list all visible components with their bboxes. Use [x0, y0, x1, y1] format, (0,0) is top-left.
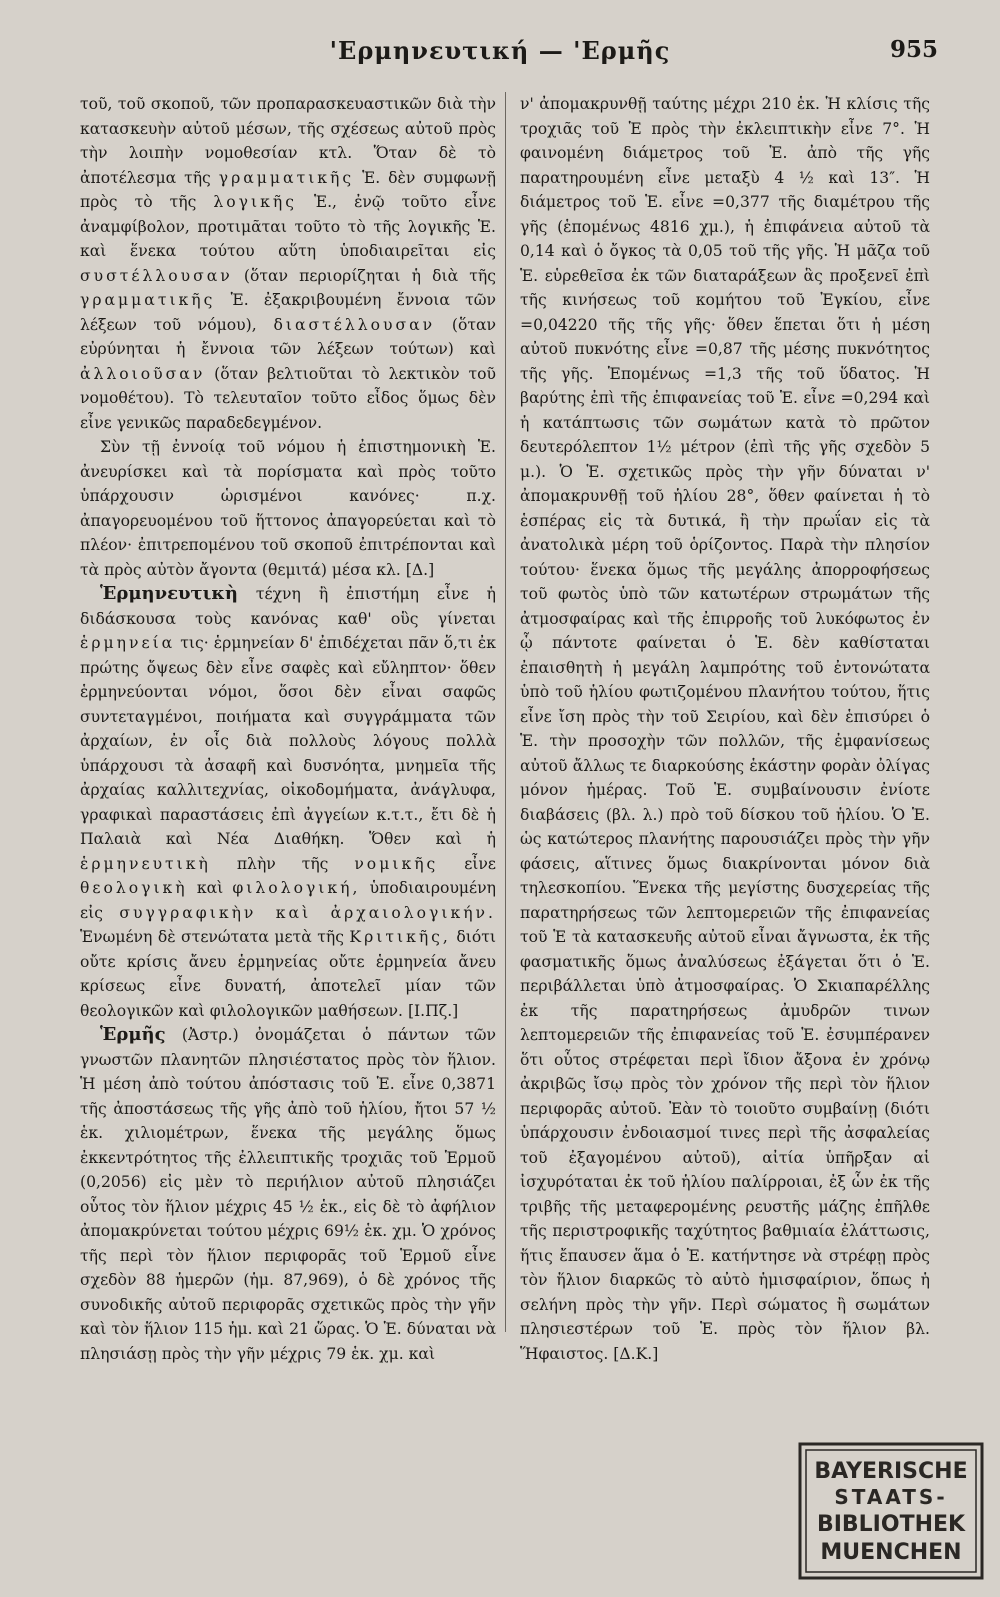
text-run: διότι οὔτε κρίσις ἄνευ ἑρμηνείας οὔτε ἑρμηνεία ἄνευ κρίσεως εἶνε δυνατή, ἀποτελεῖ μίαν τῶν θεολογικῶν καὶ φιλολογικῶν μαθήσεων. [Ι.Πζ.] — [80, 928, 496, 1020]
spaced-term: ἀλλοιοῦσαν — [80, 364, 206, 383]
text-run: τις· ἑρμηνείαν δ' ἐπιδέχεται πᾶν ὅ,τι ἐκ πρώτης ὄψεως δὲν εἶνε σαφὲς καὶ εὔληπτον· ὅθεν ἑρμηνεύονται νόμοι, ὅσοι δὲν εἶναι σαφῶς συντεταγμένοι, ποιήματα καὶ συγγράμματα τῶν ἀρχαίων, ἐν οἷς διὰ πολλοὺς λόγους πολλὰ ὑπάρχουσι τὰ ἀσαφῆ καὶ δυσνόητα, μνημεῖα τῆς ἀρχαίας καλλιτεχνίας, οἰκοδομήματα, ἀνάγλυφα, γραφικαὶ παραστάσεις ἐπὶ ἀγγείων κ.τ.τ., ἔτι δὲ ἡ Παλαιὰ καὶ Νέα Διαθήκη. Ὅθεν καὶ ἡ — [80, 634, 496, 848]
spaced-term: ἑρμηνεία — [80, 634, 176, 652]
column-divider — [505, 92, 506, 1332]
page-header — [60, 36, 940, 76]
stamp-line-3: BIBLIOTHEK — [816, 1512, 966, 1537]
right-column — [520, 92, 930, 1366]
spaced-term: συγγραφικὴν καὶ ἀρχαιολογικήν. — [119, 903, 496, 922]
stamp-line-1: BAYERISCHE — [814, 1459, 968, 1484]
spaced-term: γραμματικῆς — [218, 168, 355, 187]
spaced-term: λογικῆς — [213, 193, 297, 211]
text-run: Ἑ. ἐξακριβουμένη ἔννοια τῶν λέξεων τοῦ νόμου), — [80, 291, 496, 334]
text-run: (ὅταν βελτιοῦται τὸ λεκτικὸν τοῦ νομοθέτου). Τὸ τελευταῖον τοῦτο εἶδος ὅμως δὲν εἶνε γενικῶς παραδεδεγμένον. — [80, 364, 496, 432]
paragraph: Σὺν τῇ ἐννοίᾳ τοῦ νόμου ἡ ἐπιστημονικὴ Ἑ. ἀνευρίσκει καὶ τὰ πορίσματα καὶ πρὸς τοῦτο ὑπάρχουσιν ὡρισμένοι κανόνες· π.χ. ἀπαγορευομένου τοῦ ἥττονος ἀπαγορεύεται καὶ τὸ πλέον· ἐπιτρεπομένου τοῦ σκοποῦ ἐπιτρέπονται καὶ τὰ πρὸς αὐτὸν ἄγοντα (θεμιτά) μέσα κλ. [Δ.] — [80, 438, 496, 579]
spaced-term: Κριτικῆς, — [349, 928, 451, 946]
entry-ermineftiki — [80, 582, 496, 1023]
paragraph: ν' ἀπομακρυνθῇ ταύτης μέχρι 210 ἑκ. Ἡ κλίσις τῆς τροχιᾶς τοῦ Ἑ πρὸς τὴν ἐκλειπτικὴν εἶνε 7°. Ἡ φαινομένη διάμετρος τοῦ Ἑ. ἀπὸ τῆς γῆς παρατηρουμένη εἶνε μεταξὺ 4 ½ καὶ 13″. Ἡ διάμετρος τοῦ Ἑ. εἶνε =0,377 τῆς διαμέτρου τῆς γῆς (ἑπομένως 4816 χμ.), ἡ ἐπιφάνεια αὐτοῦ τὰ 0,14 καὶ ὁ ὄγκος τὰ 0,05 τοῦ τῆς γῆς. Ἡ μᾶζα τοῦ Ἑ. εὑρεθεῖσα ἐκ τῶν διαταράξεων ἃς προξενεῖ ἐπὶ τῆς κινήσεως τοῦ κομήτου τοῦ Ἐγκίου, εἶνε =0,04220 τῆς τῆς γῆς· ὅθεν ἕπεται ὅτι ἡ μέση αὐτοῦ πυκνότης εἶνε =0,87 τῆς μέσης πυκνότητος τῆς γῆς. Ἑπομένως =1,3 τῆς τοῦ ὕδατος. Ἡ βαρύτης ἐπὶ τῆς ἐπιφανείας τοῦ Ἑ. εἶνε =0,294 καὶ ἡ κατάπτωσις τῶν σωμάτων κατὰ τὸ πρῶτον δευτερόλεπτον 1½ μέτρον (ἐπὶ τῆς γῆς σχεδὸν 5 μ.). Ὁ Ἑ. σχετικῶς πρὸς τὴν γῆν δύναται ν' ἀπομακρυνθῇ τοῦ ἡλίου 28°, ὅθεν φαίνεται ἡ τὸ ἑσπέρας εἰς τὰ δυτικά, ἢ τὴν πρωΐαν εἰς τὰ ἀνατολικὰ μέρη τοῦ ὁρίζοντος. Παρὰ τὴν πλησίον τούτου· ἕνεκα ὅμως τῆς μεγάλης ἀπορροφήσεως τοῦ φωτὸς ὑπὸ τῶν κατωτέρων στρωμάτων τῆς ἀτμοσφαίρας καὶ τῆς ἐπιρροῆς τοῦ λυκόφωτος ἐν ᾧ πάντοτε φαίνεται ὁ Ἑ. δὲν καθίσταται ἐπαισθητὴ ἡ μεγάλη λαμπρότης τοῦ ἐντονώτατα ὑπὸ τοῦ ἡλίου φωτιζομένου πλανήτου τούτου, ἥτις εἶνε ἴση πρὸς τὴν τοῦ Σειρίου, καὶ δὲν ἑπισύρει ὁ Ἑ. τὴν προσοχὴν τῶν πολλῶν, τῆς ἐμφανίσεως αὐτοῦ ἄλλως τε διαρκούσης ἑκάστην φορὰν ὀλίγας μόνον ἡμέρας. Τοῦ Ἑ. συμβαίνουσιν ἐνίοτε διαβάσεις (βλ. λ.) πρὸ τοῦ δίσκου τοῦ ἡλίου. Ὁ Ἑ. ὡς κατώτερος πλανήτης παρουσιάζει πρὸς τὴν γῆν φάσεις, αἵτινες ὅμως διακρίνονται μόνον διὰ τηλεσκοπίου. Ἕνεκα τῆς μεγίστης δυσχερείας τῆς παρατηρήσεως τῶν λεπτομερειῶν τῆς ἐπιφανείας τοῦ Ἑ τὰ κατασκευῆς αὐτοῦ εἶναι ἄγνωστα, ἐκ τῆς φασματικῆς ὅμως ἀναλύσεως ἐξάγεται ὅτι ὁ Ἑ. περιβάλλεται ὑπὸ ἀτμοσφαίρας. Ὁ Σκιαπαρέλλης ἐκ τῆς παρατηρήσεως ἀμυδρῶν τινων λεπτομερειῶν τῆς ἐπιφανείας τοῦ Ἑ. ἐσυμπέρανεν ὅτι οὗτος στρέφεται περὶ ἴδιον ἄξονα ἐν χρόνῳ ἀκριβῶς ἴσῳ πρὸς τὸν χρόνον τῆς περὶ τὸν ἥλιον περιφορᾶς αὐτοῦ. Ἐὰν τὸ τοιοῦτο συμβαίνῃ (διότι ὑπάρχουσιν ἐνδοιασμοί τινες περὶ τῆς ἀσφαλείας τοῦ ἐξαγομένου αὐτοῦ), αἰτία ὑπῆρξαν αἱ ἰσχυρόταται ἐκ τοῦ ἡλίου παλίρροιαι, ἐξ ὧν ἐκ τῆς τριβῆς τῆς μεταφερομένης ρευστῆς μάζης ἐπῆλθε τῆς περιστροφικῆς ταχύτητος βαθμιαία ἐλάττωσις, ἥτις ἔπαυσεν ἅμα ὁ Ἑ. κατήντησε νὰ στρέφῃ πρὸς τὸν ἥλιον διαρκῶς τὸ αὐτὸ ἡμισφαίριον, ὅπως ἡ σελήνη πρὸς τὴν γῆν. Περὶ σώματος ἢ σωμάτων πλησιεστέρων τοῦ Ἑ. πρὸς τὸν ἥλιον βλ. Ἥφαιστος. [Δ.Κ.] — [520, 95, 930, 1363]
text-run: Ἑνωμένη δὲ στενώτατα μετὰ τῆς — [80, 928, 344, 946]
text-run: τέχνη ἢ ἐπιστήμη εἶνε ἡ διδάσκουσα τοὺς κανόνας καθ' οὓς γίνεται — [80, 585, 496, 628]
library-stamp — [796, 1440, 986, 1582]
spaced-term: θεολογικὴ — [80, 879, 188, 897]
entry-ermis — [80, 1023, 496, 1366]
entry-headword: Ἑρμηνευτικὴ — [100, 583, 238, 604]
spaced-term: φιλολογική, — [232, 879, 361, 897]
running-title: 'Ερμηνευτική — 'Ερμῆς — [329, 36, 671, 65]
text-run: τοῦ, τοῦ σκοποῦ, τῶν προπαρασκευαστικῶν διὰ τὴν κατασκευὴν αὐτοῦ μέσων, τῆς σχέσεως αὐτοῦ πρὸς τὴν λοιπὴν νομοθεσίαν κτλ. Ὅταν δὲ τὸ ἀποτέλεσμα τῆς — [80, 95, 496, 187]
spaced-term: διαστέλλουσαν — [273, 315, 436, 334]
stamp-line-2: STAATS- — [834, 1485, 948, 1509]
text-run: καὶ — [196, 879, 224, 897]
spaced-term: γραμματικῆς — [80, 291, 216, 309]
text-run: ὑποδιαιρουμένη εἰς — [80, 879, 496, 922]
spaced-term: νομικῆς — [354, 854, 439, 873]
stamp-line-4: MUENCHEN — [820, 1540, 962, 1565]
page-number: 955 — [889, 36, 938, 63]
text-run: Ἑ. δὲν συμφωνῇ πρὸς τὸ τῆς — [80, 168, 496, 211]
text-run: Ἑ., ἐνῷ τοῦτο εἶνε ἀναμφίβολον, προτιμᾶται τοῦτο τὸ τῆς λογικῆς Ἑ. καὶ ἕνεκα τούτου αὕτη ὑποδιαιρεῖται εἰς — [80, 193, 496, 260]
spaced-term: συστέλλουσαν — [80, 266, 233, 285]
spaced-term: ἑρμηνευτικὴ — [80, 854, 211, 873]
paragraph — [80, 92, 496, 435]
text-run: (Ἀστρ.) ὀνομάζεται ὁ πάντων τῶν γνωστῶν πλανητῶν πλησιέστατος πρὸς τὸν ἥλιον. Ἡ μέση ἀπὸ τούτου ἀπόστασις τοῦ Ἑ. εἶνε 0,3871 τῆς ἀποστάσεως τῆς γῆς ἀπὸ τοῦ ἡλίου, ἤτοι 57 ½ ἑκ. χιλιομέτρων, ἕνεκα τῆς μεγάλης ὅμως ἐκκεντρότητος τῆς ἐλλειπτικῆς τροχιᾶς τοῦ Ἑρμοῦ (0,2056) εἰς μὲν τὸ περιήλιον αὐτοῦ πλησιάζει οὗτος τὸν ἥλιον μέχρις 45 ½ ἑκ., εἰς δὲ τὸ ἀφήλιον ἀπομακρύνεται τούτου μέχρις 69½ ἑκ. χμ. Ὁ χρόνος τῆς περὶ τὸν ἥλιον περιφορᾶς τοῦ Ἑρμοῦ εἶνε σχεδὸν 88 ἡμερῶν (ἡμ. 87,969), ὁ δὲ χρόνος τῆς συνοδικῆς αὐτοῦ περιφορᾶς σχετικῶς πρὸς τὴν γῆν καὶ τὸν ἥλιον 115 ἡμ. καὶ 21 ὥρας. Ὁ Ἑ. δύναται νὰ πλησιάσῃ πρὸς τὴν γῆν μέχρις 79 ἑκ. χμ. καὶ — [80, 1026, 496, 1363]
left-column — [80, 92, 496, 1366]
entry-headword: Ἑρμῆς — [100, 1024, 166, 1045]
text-run: πλὴν τῆς — [236, 854, 329, 873]
text-run: (ὅταν εὐρύνηται ἡ ἔννοια τῶν λέξεων τούτων) καὶ — [80, 315, 496, 358]
text-run: εἶνε — [464, 854, 496, 873]
text-run: (ὅταν περιορίζηται ἡ διὰ τῆς — [243, 266, 496, 285]
